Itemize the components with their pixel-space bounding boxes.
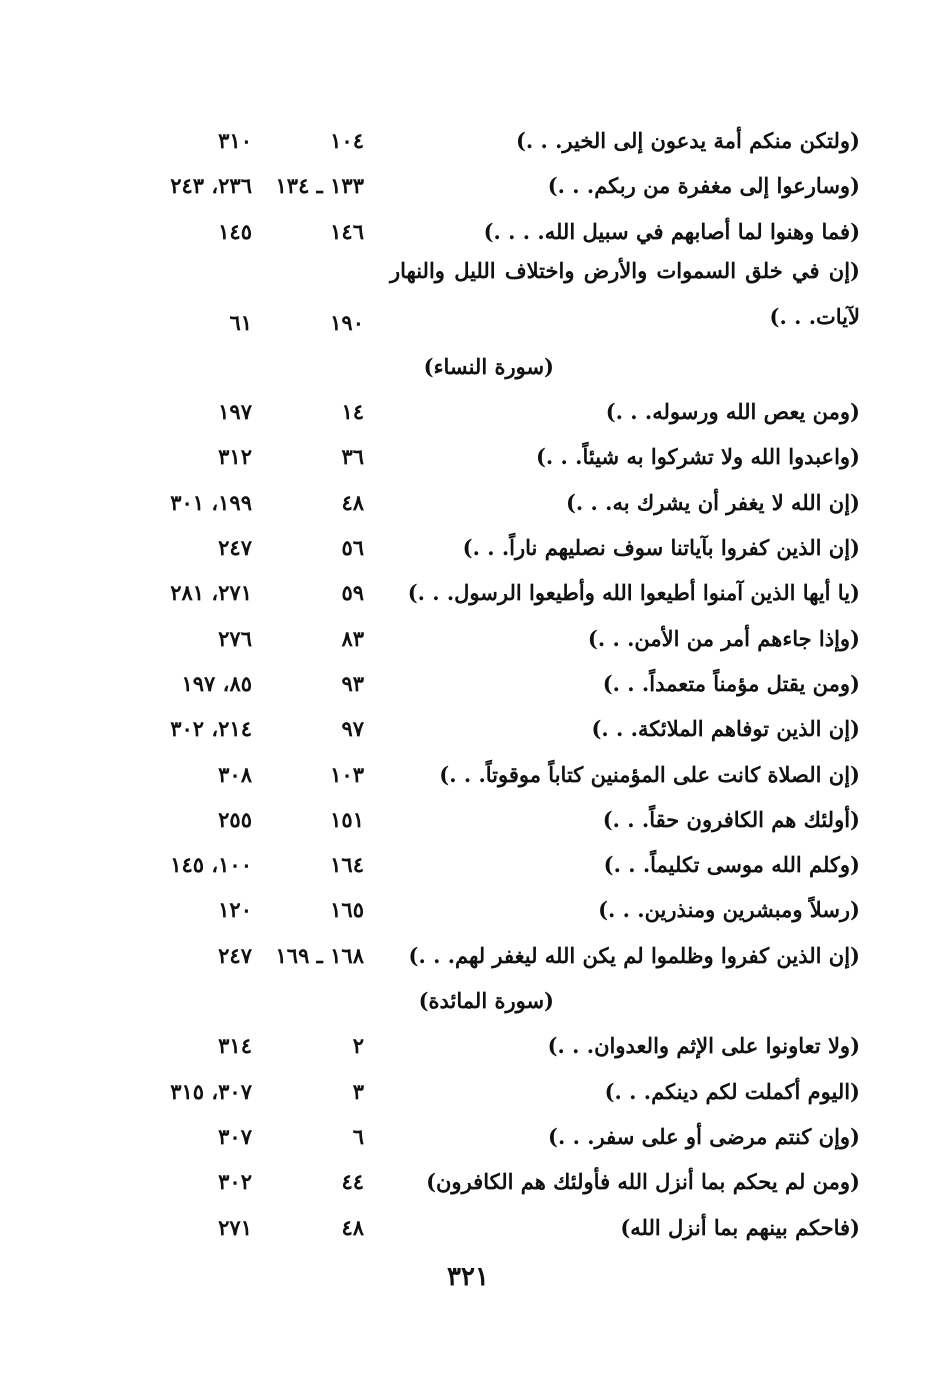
verse-text: (إن الذين توفاهم الملائكة. . .) <box>591 716 860 742</box>
ayah-number: ٥٩ <box>341 580 364 606</box>
page-reference: ٣١٢ <box>218 444 252 470</box>
page-reference: ٢٧٦ <box>218 625 252 651</box>
index-row <box>0 881 936 926</box>
verse-text: (ومن يقتل مؤمناً متعمداً. . .) <box>602 670 860 696</box>
verse-text: (ولتكن منكم أمة يدعون إلى الخير. . .) <box>515 128 860 153</box>
page-reference: ٣٠٧، ٣١٥ <box>170 1078 252 1104</box>
page-reference: ٣١٤ <box>218 1033 252 1059</box>
ayah-number: ١٦٨ ـ ١٦٩ <box>275 942 364 968</box>
page-reference: ٢٧١ <box>218 1214 252 1240</box>
index-row <box>0 1153 936 1198</box>
verse-text: (أولئك هم الكافرون حقاً. . .) <box>602 806 860 832</box>
index-row <box>0 610 936 655</box>
verse-text: (ولا تعاونوا على الإثم والعدوان. . .) <box>547 1033 860 1059</box>
verse-text: (وإذا جاءهم أمر من الأمن. . .) <box>587 625 860 651</box>
verse-text: (فما وهنوا لما أصابهم في سبيل الله. . . .) <box>483 218 860 244</box>
index-row <box>0 746 936 791</box>
verse-text: (فاحكم بينهم بما أنزل الله) <box>620 1214 860 1240</box>
verse-text: (إن الذين كفروا وظلموا لم يكن الله ليغفر لهم. . .) <box>408 942 860 968</box>
ayah-number: ١٠٤ <box>330 128 364 153</box>
ayah-number: ٢ <box>352 1033 364 1059</box>
page-reference: ٢١٤، ٣٠٢ <box>170 716 252 742</box>
ayah-number: ٣ <box>352 1078 364 1104</box>
verse-text: (ومن يعص الله ورسوله. . .) <box>605 399 860 425</box>
ayah-number: ١٤٦ <box>330 218 364 244</box>
ayah-number: ٦ <box>352 1123 364 1149</box>
page-reference: ٢٣٦، ٢٤٣ <box>170 173 252 199</box>
verse-text: (ومن لم يحكم بما أنزل الله فأولئك هم الكافرون) <box>426 1169 860 1195</box>
index-row <box>0 1199 936 1244</box>
surah-heading-row <box>0 972 936 1017</box>
page-reference: ٣٠٢ <box>218 1169 252 1195</box>
surah-heading: (سورة المائدة) <box>418 988 554 1014</box>
ayah-number: ٥٦ <box>341 535 364 561</box>
page-reference: ٢٥٥ <box>218 806 252 832</box>
page-reference: ١٢٠ <box>218 897 252 923</box>
page-reference: ١٤٥ <box>218 218 252 244</box>
ayah-number: ١٦٤ <box>330 852 364 878</box>
index-row <box>0 1017 936 1062</box>
page-number: ٣٢١ <box>447 1262 489 1292</box>
verse-text: (يا أيها الذين آمنوا أطيعوا الله وأطيعوا الرسول. . .) <box>407 580 860 606</box>
page-reference: ١٠٠، ١٤٥ <box>170 852 252 878</box>
page-reference: ٢٤٧ <box>218 535 252 561</box>
ayah-number: ٨٣ <box>341 625 364 651</box>
ayah-number: ٤٨ <box>341 1214 364 1240</box>
verse-text: (إن في خلق السموات والأرض واختلاف الليل والنهار لآيات. . .) <box>390 257 860 329</box>
index-row <box>0 700 936 745</box>
verse-text: (إن الذين كفروا بآياتنا سوف نصليهم ناراً. . .) <box>462 535 860 561</box>
index-row <box>0 157 936 202</box>
page-reference: ٢٧١، ٢٨١ <box>170 580 252 606</box>
index-row <box>0 519 936 564</box>
ayah-number: ١٥١ <box>330 806 364 832</box>
index-row <box>0 428 936 473</box>
ayah-number: ١٣٣ ـ ١٣٤ <box>275 173 364 199</box>
ayah-number: ٩٧ <box>341 716 364 742</box>
verse-text: (إن الصلاة كانت على المؤمنين كتاباً موقوتاً. . .) <box>439 761 860 787</box>
page-reference: ٣١٠ <box>218 128 252 153</box>
ayah-number: ١٦٥ <box>330 897 364 923</box>
page-reference: ١٩٧ <box>218 399 252 425</box>
index-row <box>0 836 936 881</box>
page-reference: ٨٥، ١٩٧ <box>181 670 252 696</box>
index-row <box>0 203 936 248</box>
index-row <box>0 1063 936 1108</box>
page-reference: ٦١ <box>229 309 252 335</box>
ayah-number: ١٩٠ <box>330 309 364 335</box>
verse-index-list <box>0 112 936 1244</box>
verse-text: (اليوم أكملت لكم دينكم. . .) <box>604 1078 860 1104</box>
ayah-number: ١٤ <box>341 399 364 425</box>
ayah-number: ٩٣ <box>341 670 364 696</box>
surah-heading-row <box>0 338 936 383</box>
verse-text: (وإن كنتم مرضى أو على سفر. . .) <box>548 1123 860 1149</box>
index-row <box>0 474 936 519</box>
index-row <box>0 791 936 836</box>
page-reference: ١٩٩، ٣٠١ <box>170 489 252 515</box>
ayah-number: ٤٤ <box>341 1169 364 1195</box>
page-reference: ٣٠٨ <box>218 761 252 787</box>
verse-text: (وكلم الله موسى تكليماً. . .) <box>603 852 860 878</box>
index-row <box>0 112 936 157</box>
page-reference: ٢٤٧ <box>218 942 252 968</box>
index-row <box>0 383 936 428</box>
index-row <box>0 248 936 338</box>
verse-text: (وسارعوا إلى مغفرة من ربكم. . .) <box>547 173 860 199</box>
ayah-number: ١٠٣ <box>330 761 364 787</box>
verse-text: (رسلاً ومبشرين ومنذرين. . .) <box>598 897 860 923</box>
ayah-number: ٤٨ <box>341 489 364 515</box>
index-row <box>0 927 936 972</box>
page-reference: ٣٠٧ <box>218 1123 252 1149</box>
verse-text: (واعبدوا الله ولا تشركوا به شيئاً. . .) <box>535 444 860 470</box>
index-row <box>0 1108 936 1153</box>
surah-heading: (سورة النساء) <box>423 353 554 379</box>
index-row <box>0 564 936 609</box>
verse-text: (إن الله لا يغفر أن يشرك به. . .) <box>566 489 860 515</box>
index-row <box>0 655 936 700</box>
ayah-number: ٣٦ <box>341 444 364 470</box>
